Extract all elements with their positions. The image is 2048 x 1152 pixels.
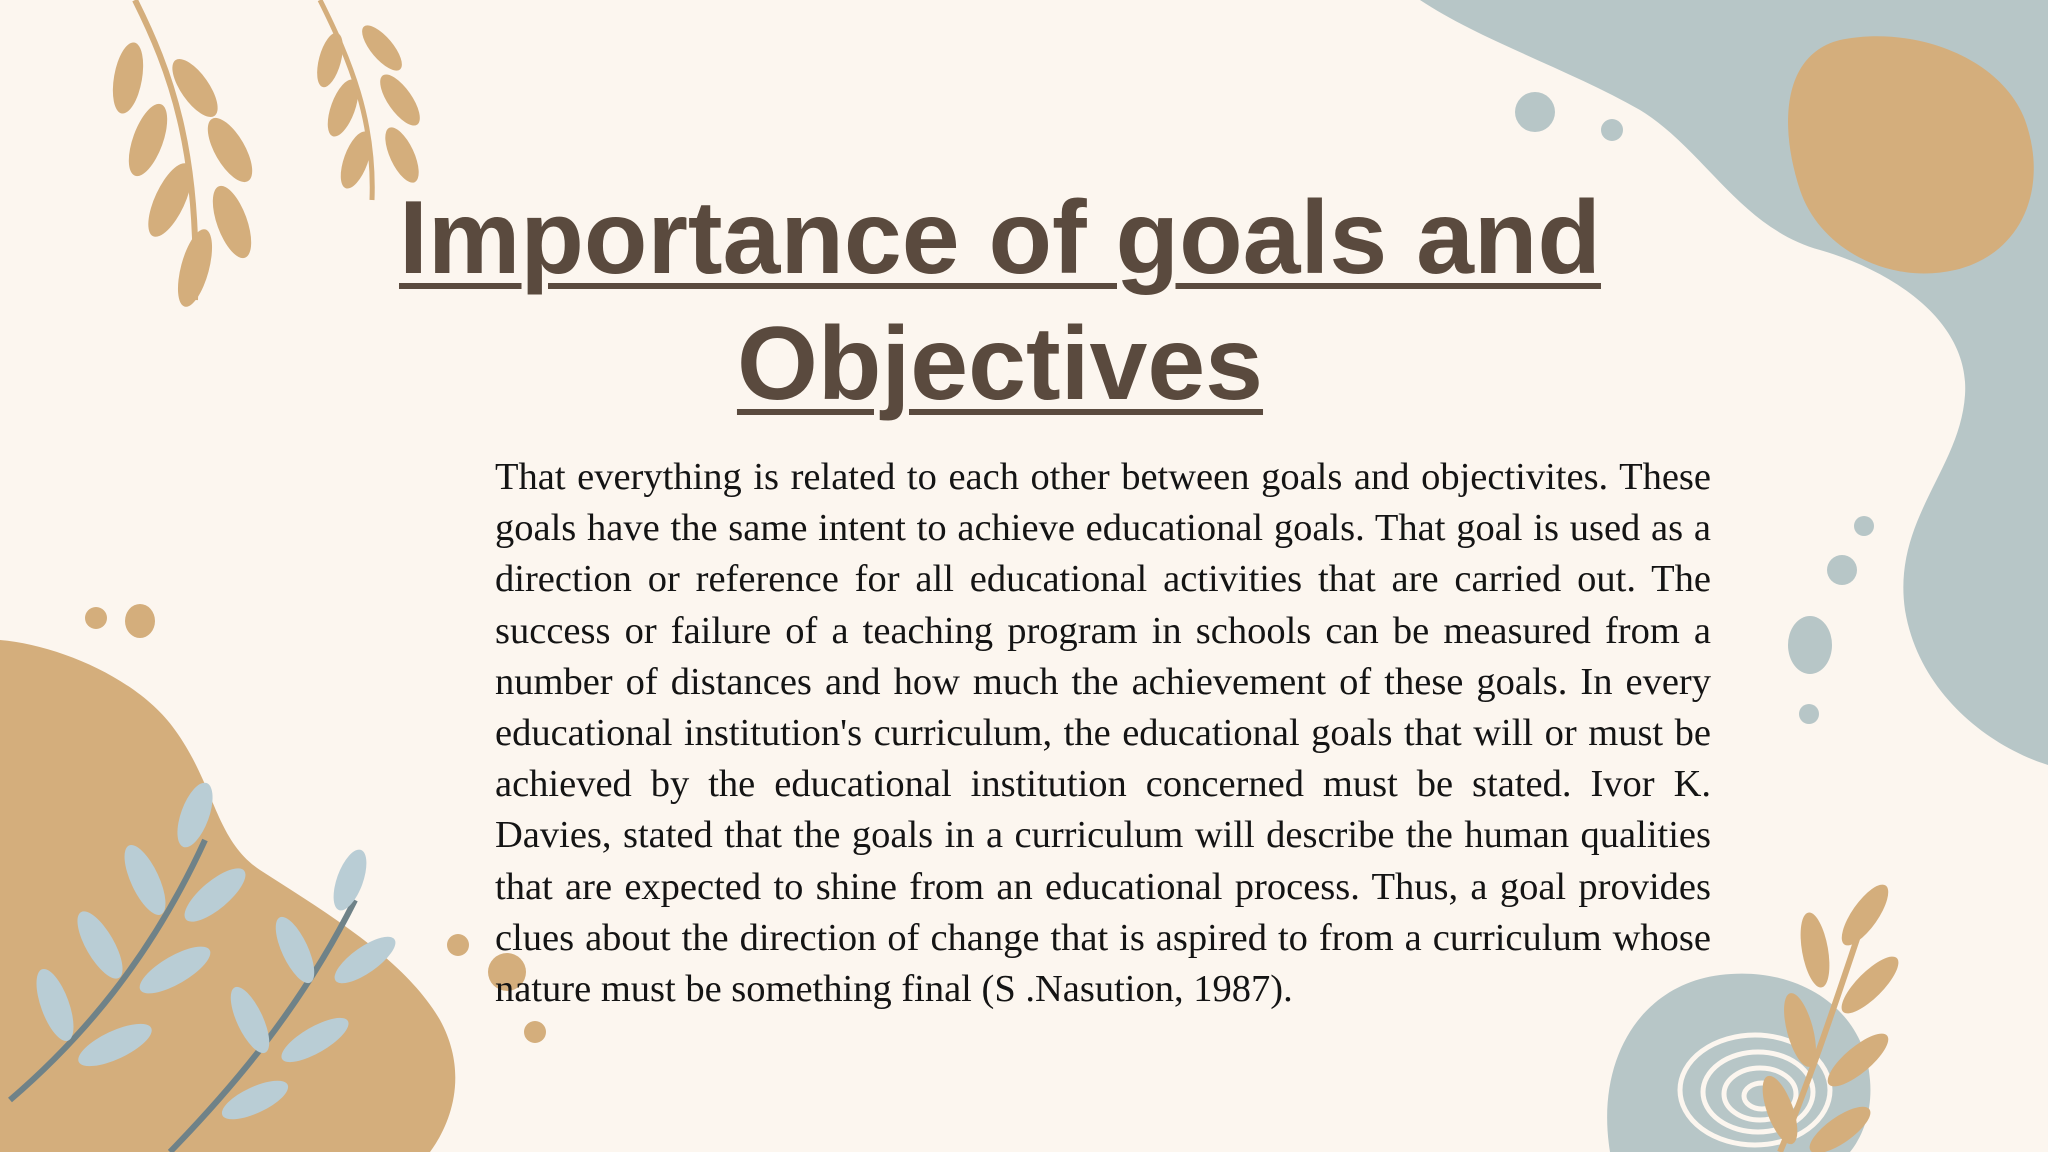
title-line-1: Importance of goals and <box>399 180 1601 296</box>
dot <box>1788 616 1832 674</box>
dot <box>447 934 469 956</box>
dot <box>524 1021 546 1043</box>
dot <box>1515 92 1555 132</box>
dot <box>1827 555 1857 585</box>
dot <box>1854 516 1874 536</box>
tan-leaf-branch-left <box>108 0 261 310</box>
title-line-2: Objectives <box>736 306 1264 422</box>
dot <box>85 607 107 629</box>
dot <box>1799 704 1819 724</box>
dot <box>125 604 155 638</box>
tan-leaf-branch-right <box>312 0 427 200</box>
body-paragraph: That everything is related to each other between goals and objectivites. These goals have the same intent to achieve educational goals. That goal is used as a direction or reference for all educational activities that are carried out. The success or failure of a teaching program in schools can be measured from a number of distances and how much the achievement of these goals. In every educational institution's curriculum, the educational goals that will or must be achieved by the educational institution concerned must be stated. Ivor K. Davies, stated that the goals in a curriculum will describe the human qualities that are expected to shine from an educational process. Thus, a goal provides clues about the direction of change that is aspired to from a curriculum whose nature must be something final (S .Nasution, 1987). <box>495 456 1711 1011</box>
slide-title <box>300 175 1700 427</box>
dot <box>1601 119 1623 141</box>
